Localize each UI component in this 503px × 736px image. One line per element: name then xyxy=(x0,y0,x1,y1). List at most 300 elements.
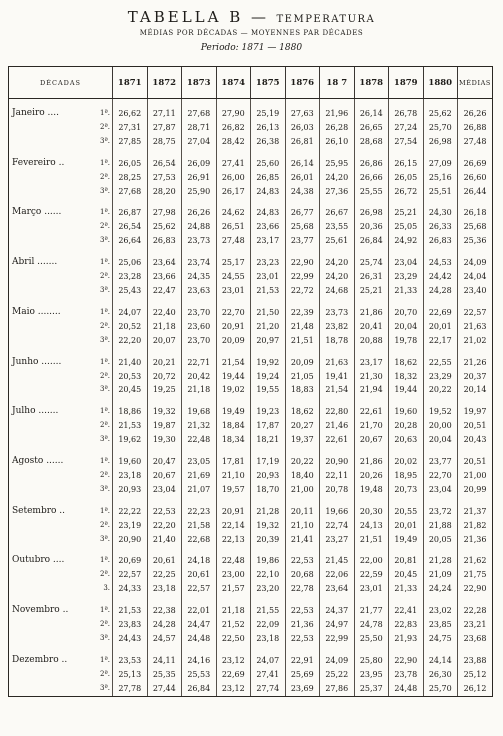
temperature-cell: 23,18 xyxy=(251,632,286,646)
temperature-cell: 24,11 xyxy=(147,654,182,668)
temperature-cell: 22,20 xyxy=(147,519,182,533)
temperature-cell: 24,48 xyxy=(182,632,217,646)
temperature-cell: 19,52 xyxy=(423,405,458,419)
temperature-cell: 21,55 xyxy=(251,604,286,618)
decade-ordinal: 2ª. xyxy=(100,222,111,231)
month-label-blank xyxy=(9,135,99,149)
temperature-cell: 25,35 xyxy=(147,668,182,682)
temperature-cell: 26,05 xyxy=(113,157,148,171)
month-label: Julho ....... xyxy=(9,405,99,419)
header-year: 1878 xyxy=(354,67,389,99)
temperature-cell: 21,09 xyxy=(423,568,458,582)
temperature-cell: 22,11 xyxy=(320,469,355,483)
temperature-cell: 21,51 xyxy=(354,533,389,547)
decade-row xyxy=(9,206,493,220)
temperature-cell: 23,12 xyxy=(216,682,251,696)
temperature-cell: 19,92 xyxy=(251,356,286,370)
temperature-cell: 24,55 xyxy=(216,270,251,284)
temperature-cell: 26,33 xyxy=(423,220,458,234)
temperature-cell: 20,45 xyxy=(389,568,424,582)
decade-row xyxy=(9,121,493,135)
decade-ordinal: 3ª. xyxy=(99,682,113,696)
temperature-cell: 24,68 xyxy=(320,284,355,298)
temperature-cell: 20,53 xyxy=(113,370,148,384)
month-label-blank xyxy=(9,483,99,497)
temperature-cell: 28,20 xyxy=(147,185,182,199)
temperature-cell: 23,01 xyxy=(216,284,251,298)
month-label-blank xyxy=(9,320,99,334)
mean-cell: 21,62 xyxy=(458,554,493,568)
title-main: TABELLA B — xyxy=(127,8,270,26)
temperature-cell: 25,61 xyxy=(320,234,355,248)
temperature-cell: 26,15 xyxy=(389,157,424,171)
decade-row xyxy=(9,469,493,483)
mean-cell: 22,57 xyxy=(458,306,493,320)
temperature-cell: 26,54 xyxy=(147,157,182,171)
temperature-cell: 20,45 xyxy=(113,383,148,397)
temperature-cell: 25,74 xyxy=(354,256,389,270)
month-label: Janeiro .... xyxy=(9,107,99,121)
temperature-cell: 21,88 xyxy=(423,519,458,533)
temperature-cell: 23,69 xyxy=(285,682,320,696)
month-label-blank xyxy=(9,121,99,135)
decade-ordinal: 1ª. xyxy=(100,357,111,366)
month-label-blank xyxy=(9,419,99,433)
temperature-cell: 19,60 xyxy=(113,455,148,469)
month-label-blank xyxy=(9,632,99,646)
temperature-cell: 22,22 xyxy=(113,505,148,519)
temperature-cell: 28,25 xyxy=(113,171,148,185)
temperature-cell: 24,92 xyxy=(389,234,424,248)
month-label: Agosto ...... xyxy=(9,455,99,469)
temperature-cell: 21,57 xyxy=(216,582,251,596)
temperature-cell: 27,11 xyxy=(147,107,182,121)
temperature-cell: 21,05 xyxy=(285,370,320,384)
temperature-cell: 21,77 xyxy=(354,604,389,618)
temperature-cell: 26,78 xyxy=(389,107,424,121)
temperature-cell: 22,00 xyxy=(354,554,389,568)
decade-row xyxy=(9,455,493,469)
temperature-cell: 19,68 xyxy=(182,405,217,419)
temperature-cell: 19,23 xyxy=(251,405,286,419)
temperature-cell: 22,09 xyxy=(251,618,286,632)
decade-row xyxy=(9,107,493,121)
temperature-cell: 21,18 xyxy=(182,383,217,397)
temperature-cell: 20,73 xyxy=(389,483,424,497)
temperature-cell: 23,12 xyxy=(216,654,251,668)
temperature-cell: 22,40 xyxy=(147,306,182,320)
header-year: 1875 xyxy=(251,67,286,99)
decade-ordinal: 3ª. xyxy=(100,186,111,195)
mean-cell: 23,68 xyxy=(458,632,493,646)
decade-row xyxy=(9,533,493,547)
mean-cell: 21,26 xyxy=(458,356,493,370)
temperature-cell: 25,70 xyxy=(423,121,458,135)
temperature-cell: 28,75 xyxy=(147,135,182,149)
month-label-blank xyxy=(9,383,99,397)
header-year: 1873 xyxy=(182,67,217,99)
decade-ordinal: 2ª. xyxy=(100,371,111,380)
mean-cell: 25,68 xyxy=(458,220,493,234)
header-year: 18 7 xyxy=(320,67,355,99)
temperature-cell: 20,63 xyxy=(389,433,424,447)
decade-row xyxy=(9,568,493,582)
temperature-cell: 22,90 xyxy=(389,654,424,668)
temperature-cell: 26,01 xyxy=(285,171,320,185)
temperature-cell: 26,86 xyxy=(354,157,389,171)
temperature-cell: 23,00 xyxy=(216,568,251,582)
mean-cell: 21,82 xyxy=(458,519,493,533)
temperature-cell: 22,17 xyxy=(423,334,458,348)
temperature-cell: 20,02 xyxy=(389,455,424,469)
temperature-cell: 22,48 xyxy=(216,554,251,568)
temperature-cell: 25,21 xyxy=(354,284,389,298)
temperature-cell: 23,28 xyxy=(113,270,148,284)
decade-ordinal: 3ª. xyxy=(100,534,111,543)
temperature-cell: 27,63 xyxy=(285,107,320,121)
temperature-cell: 20,70 xyxy=(389,306,424,320)
temperature-cell: 20,81 xyxy=(389,554,424,568)
temperature-cell: 23,63 xyxy=(182,284,217,298)
decade-ordinal: 2ª. xyxy=(100,122,111,131)
temperature-cell: 26,72 xyxy=(389,185,424,199)
temperature-cell: 20,09 xyxy=(285,356,320,370)
temperature-cell: 26,28 xyxy=(320,121,355,135)
temperature-cell: 28,71 xyxy=(182,121,217,135)
temperature-cell: 18,70 xyxy=(251,483,286,497)
temperature-cell: 22,53 xyxy=(147,505,182,519)
temperature-cell: 26,85 xyxy=(251,171,286,185)
mean-cell: 21,63 xyxy=(458,320,493,334)
header-year: 1871 xyxy=(113,67,148,99)
temperature-cell: 20,90 xyxy=(320,455,355,469)
temperature-cell: 23,04 xyxy=(147,483,182,497)
temperature-cell: 18,62 xyxy=(389,356,424,370)
temperature-cell: 26,51 xyxy=(216,220,251,234)
mean-cell: 20,51 xyxy=(458,419,493,433)
decade-row xyxy=(9,668,493,682)
temperature-cell: 18,78 xyxy=(320,334,355,348)
temperature-cell: 27,48 xyxy=(216,234,251,248)
temperature-cell: 22,48 xyxy=(182,433,217,447)
temperature-cell: 19,32 xyxy=(251,519,286,533)
temperature-cell: 22,57 xyxy=(182,582,217,596)
month-label-blank xyxy=(9,284,99,298)
temperature-cell: 23,73 xyxy=(320,306,355,320)
temperature-cell: 25,68 xyxy=(285,220,320,234)
decade-ordinal: 1ª. xyxy=(100,655,111,664)
temperature-cell: 25,16 xyxy=(423,171,458,185)
temperature-cell: 21,32 xyxy=(182,419,217,433)
temperature-cell: 22,99 xyxy=(285,270,320,284)
temperature-cell: 19,86 xyxy=(251,554,286,568)
decade-row xyxy=(9,632,493,646)
decade-row xyxy=(9,483,493,497)
temperature-cell: 20,91 xyxy=(216,505,251,519)
header-year: 1872 xyxy=(147,67,182,99)
decade-ordinal: 2ª. xyxy=(100,620,111,629)
month-label: Junho ....... xyxy=(9,356,99,370)
temperature-cell: 17,19 xyxy=(251,455,286,469)
mean-cell: 26,26 xyxy=(458,107,493,121)
temperature-cell: 25,05 xyxy=(389,220,424,234)
temperature-cell: 19,37 xyxy=(285,433,320,447)
mean-cell: 26,18 xyxy=(458,206,493,220)
temperature-cell: 19,30 xyxy=(147,433,182,447)
temperature-cell: 19,25 xyxy=(147,383,182,397)
mean-cell: 20,43 xyxy=(458,433,493,447)
temperature-cell: 24,38 xyxy=(285,185,320,199)
temperature-cell: 19,62 xyxy=(113,433,148,447)
temperature-cell: 20,05 xyxy=(423,533,458,547)
temperature-cell: 26,66 xyxy=(354,171,389,185)
temperature-cell: 20,61 xyxy=(182,568,217,582)
temperature-cell: 27,41 xyxy=(251,668,286,682)
temperature-cell: 26,83 xyxy=(423,234,458,248)
temperature-cell: 26,62 xyxy=(113,107,148,121)
temperature-cell: 25,62 xyxy=(423,107,458,121)
temperature-cell: 28,68 xyxy=(354,135,389,149)
temperature-cell: 24,30 xyxy=(423,206,458,220)
temperature-cell: 21,53 xyxy=(251,284,286,298)
temperature-cell: 20,39 xyxy=(251,533,286,547)
temperature-cell: 22,20 xyxy=(113,334,148,348)
temperature-cell: 20,42 xyxy=(182,370,217,384)
temperature-cell: 22,50 xyxy=(216,632,251,646)
temperature-cell: 25,21 xyxy=(389,206,424,220)
mean-cell: 26,44 xyxy=(458,185,493,199)
temperature-cell: 27,85 xyxy=(113,135,148,149)
temperature-cell: 23,02 xyxy=(423,604,458,618)
decade-ordinal: 2ª. xyxy=(100,669,111,678)
temperature-cell: 18,62 xyxy=(285,405,320,419)
decade-row xyxy=(9,234,493,248)
temperature-cell: 20,07 xyxy=(147,334,182,348)
temperature-cell: 24,33 xyxy=(113,582,148,596)
mean-cell: 21,02 xyxy=(458,334,493,348)
decade-ordinal: 1ª. xyxy=(100,258,111,267)
month-label-blank xyxy=(9,618,99,632)
temperature-cell: 24,48 xyxy=(389,682,424,696)
temperature-cell: 26,03 xyxy=(285,121,320,135)
temperature-cell: 26,82 xyxy=(216,121,251,135)
month-label: Maio ........ xyxy=(9,306,99,320)
temperature-cell: 24,88 xyxy=(182,220,217,234)
temperature-cell: 24,83 xyxy=(251,185,286,199)
temperature-cell: 22,71 xyxy=(182,356,217,370)
temperature-cell: 25,37 xyxy=(354,682,389,696)
temperature-cell: 23,60 xyxy=(182,320,217,334)
temperature-cell: 21,18 xyxy=(147,320,182,334)
temperature-cell: 24,78 xyxy=(354,618,389,632)
decade-ordinal: 2ª. xyxy=(100,570,111,579)
temperature-cell: 21,33 xyxy=(389,582,424,596)
temperature-cell: 23,05 xyxy=(182,455,217,469)
temperature-cell: 19,87 xyxy=(147,419,182,433)
temperature-cell: 22,14 xyxy=(216,519,251,533)
temperature-cell: 20,11 xyxy=(285,505,320,519)
temperature-cell: 21,86 xyxy=(354,306,389,320)
temperature-cell: 27,24 xyxy=(389,121,424,135)
temperature-cell: 25,70 xyxy=(423,682,458,696)
temperature-cell: 24,07 xyxy=(113,306,148,320)
decade-ordinal: 2ª. xyxy=(100,421,111,430)
temperature-cell: 20,04 xyxy=(423,433,458,447)
temperature-cell: 23,18 xyxy=(113,469,148,483)
decade-ordinal: 3ª. xyxy=(100,136,111,145)
temperature-cell: 19,41 xyxy=(320,370,355,384)
temperature-cell: 22,74 xyxy=(320,519,355,533)
temperature-cell: 27,90 xyxy=(216,107,251,121)
temperature-cell: 22,47 xyxy=(147,284,182,298)
temperature-cell: 26,91 xyxy=(182,171,217,185)
temperature-cell: 24,14 xyxy=(423,654,458,668)
month-label-blank xyxy=(9,533,99,547)
month-label-blank xyxy=(9,668,99,682)
temperature-cell: 18,83 xyxy=(285,383,320,397)
mean-cell: 19,97 xyxy=(458,405,493,419)
temperature-cell: 25,80 xyxy=(354,654,389,668)
temperature-cell: 26,81 xyxy=(285,135,320,149)
header-year: 1879 xyxy=(389,67,424,99)
header-medias: MÉDIAS xyxy=(458,67,493,99)
temperature-cell: 23,74 xyxy=(182,256,217,270)
temperature-cell: 20,72 xyxy=(147,370,182,384)
temperature-cell: 21,36 xyxy=(285,618,320,632)
temperature-cell: 21,41 xyxy=(285,533,320,547)
decade-row xyxy=(9,356,493,370)
temperature-cell: 21,45 xyxy=(320,554,355,568)
temperature-cell: 23,64 xyxy=(320,582,355,596)
decade-row xyxy=(9,157,493,171)
temperature-cell: 22,01 xyxy=(182,604,217,618)
temperature-cell: 20,22 xyxy=(285,455,320,469)
decade-row xyxy=(9,405,493,419)
temperature-cell: 22,13 xyxy=(216,533,251,547)
temperature-cell: 23,53 xyxy=(113,654,148,668)
temperature-cell: 22,70 xyxy=(423,469,458,483)
temperature-cell: 18,21 xyxy=(251,433,286,447)
temperature-cell: 23,82 xyxy=(320,320,355,334)
temperature-cell: 19,57 xyxy=(216,483,251,497)
temperature-cell: 22,69 xyxy=(216,668,251,682)
decade-ordinal: 3ª. xyxy=(100,236,111,245)
table-body xyxy=(9,99,493,697)
decade-ordinal: 3ª. xyxy=(100,634,111,642)
temperature-cell: 19,48 xyxy=(354,483,389,497)
temperature-cell: 21,28 xyxy=(251,505,286,519)
temperature-cell: 20,61 xyxy=(147,554,182,568)
temperature-cell: 20,93 xyxy=(113,483,148,497)
temperature-cell: 22,41 xyxy=(389,604,424,618)
decade-row xyxy=(9,171,493,185)
temperature-cell: 27,36 xyxy=(320,185,355,199)
temperature-cell: 17,87 xyxy=(251,419,286,433)
temperature-cell: 22,68 xyxy=(182,533,217,547)
temperature-cell: 26,98 xyxy=(423,135,458,149)
temperature-cell: 20,52 xyxy=(113,320,148,334)
decade-row xyxy=(9,306,493,320)
temperature-cell: 22,23 xyxy=(182,505,217,519)
temperature-cell: 23,78 xyxy=(389,668,424,682)
temperature-cell: 25,95 xyxy=(320,157,355,171)
temperature-cell: 21,70 xyxy=(354,419,389,433)
temperature-cell: 27,44 xyxy=(147,682,182,696)
mean-cell: 27,48 xyxy=(458,135,493,149)
mean-cell: 21,37 xyxy=(458,505,493,519)
temperature-cell: 24,20 xyxy=(320,171,355,185)
temperature-cell: 21,53 xyxy=(113,604,148,618)
decade-ordinal: 3ª. xyxy=(100,285,111,294)
decade-row xyxy=(9,185,493,199)
temperature-cell: 26,67 xyxy=(320,206,355,220)
temperature-cell: 27,98 xyxy=(147,206,182,220)
temperature-cell: 27,09 xyxy=(423,157,458,171)
decade-ordinal: 1ª. xyxy=(100,158,111,167)
temperature-cell: 22,53 xyxy=(285,554,320,568)
temperature-cell: 26,77 xyxy=(285,206,320,220)
temperature-cell: 20,01 xyxy=(423,320,458,334)
decade-row xyxy=(9,682,493,696)
month-label: Fevereiro .. xyxy=(9,157,99,171)
temperature-cell: 25,50 xyxy=(354,632,389,646)
temperature-cell: 24,43 xyxy=(113,632,148,646)
temperature-cell: 23,66 xyxy=(147,270,182,284)
temperature-cell: 24,42 xyxy=(423,270,458,284)
temperature-cell: 20,97 xyxy=(251,334,286,348)
temperature-cell: 23,70 xyxy=(182,306,217,320)
decade-row xyxy=(9,220,493,234)
temperature-cell: 22,59 xyxy=(354,568,389,582)
temperature-cell: 21,63 xyxy=(320,356,355,370)
temperature-cell: 27,04 xyxy=(182,135,217,149)
table-title xyxy=(0,8,503,26)
temperature-cell: 25,55 xyxy=(354,185,389,199)
temperature-cell: 24,20 xyxy=(320,270,355,284)
temperature-cell: 19,66 xyxy=(320,505,355,519)
temperature-cell: 21,50 xyxy=(251,306,286,320)
temperature-cell: 24,47 xyxy=(182,618,217,632)
temperature-cell: 26,26 xyxy=(182,206,217,220)
temperature-cell: 21,28 xyxy=(423,554,458,568)
mean-cell: 23,40 xyxy=(458,284,493,298)
decade-ordinal: 1ª. xyxy=(100,606,111,615)
temperature-cell: 24,35 xyxy=(182,270,217,284)
temperature-cell: 23,18 xyxy=(147,582,182,596)
temperature-cell: 19,78 xyxy=(389,334,424,348)
temperature-cell: 20,67 xyxy=(147,469,182,483)
temperature-cell: 22,78 xyxy=(285,582,320,596)
temperature-cell: 20,21 xyxy=(147,356,182,370)
decade-row xyxy=(9,582,493,596)
temperature-cell: 22,91 xyxy=(285,654,320,668)
temperature-cell: 22,90 xyxy=(285,256,320,270)
decade-ordinal: 1ª. xyxy=(100,109,111,117)
temperature-cell: 18,86 xyxy=(113,405,148,419)
temperature-cell: 23,77 xyxy=(423,455,458,469)
temperature-cell: 23,55 xyxy=(320,220,355,234)
temperature-cell: 23,64 xyxy=(147,256,182,270)
temperature-cell: 20,41 xyxy=(354,320,389,334)
temperature-cell: 26,00 xyxy=(216,171,251,185)
mean-cell: 22,90 xyxy=(458,582,493,596)
temperature-cell: 21,46 xyxy=(320,419,355,433)
temperature-cell: 19,44 xyxy=(216,370,251,384)
temperature-cell: 23,70 xyxy=(182,334,217,348)
temperature-cell: 21,40 xyxy=(147,533,182,547)
temperature-cell: 25,90 xyxy=(182,185,217,199)
temperature-cell: 20,91 xyxy=(216,320,251,334)
